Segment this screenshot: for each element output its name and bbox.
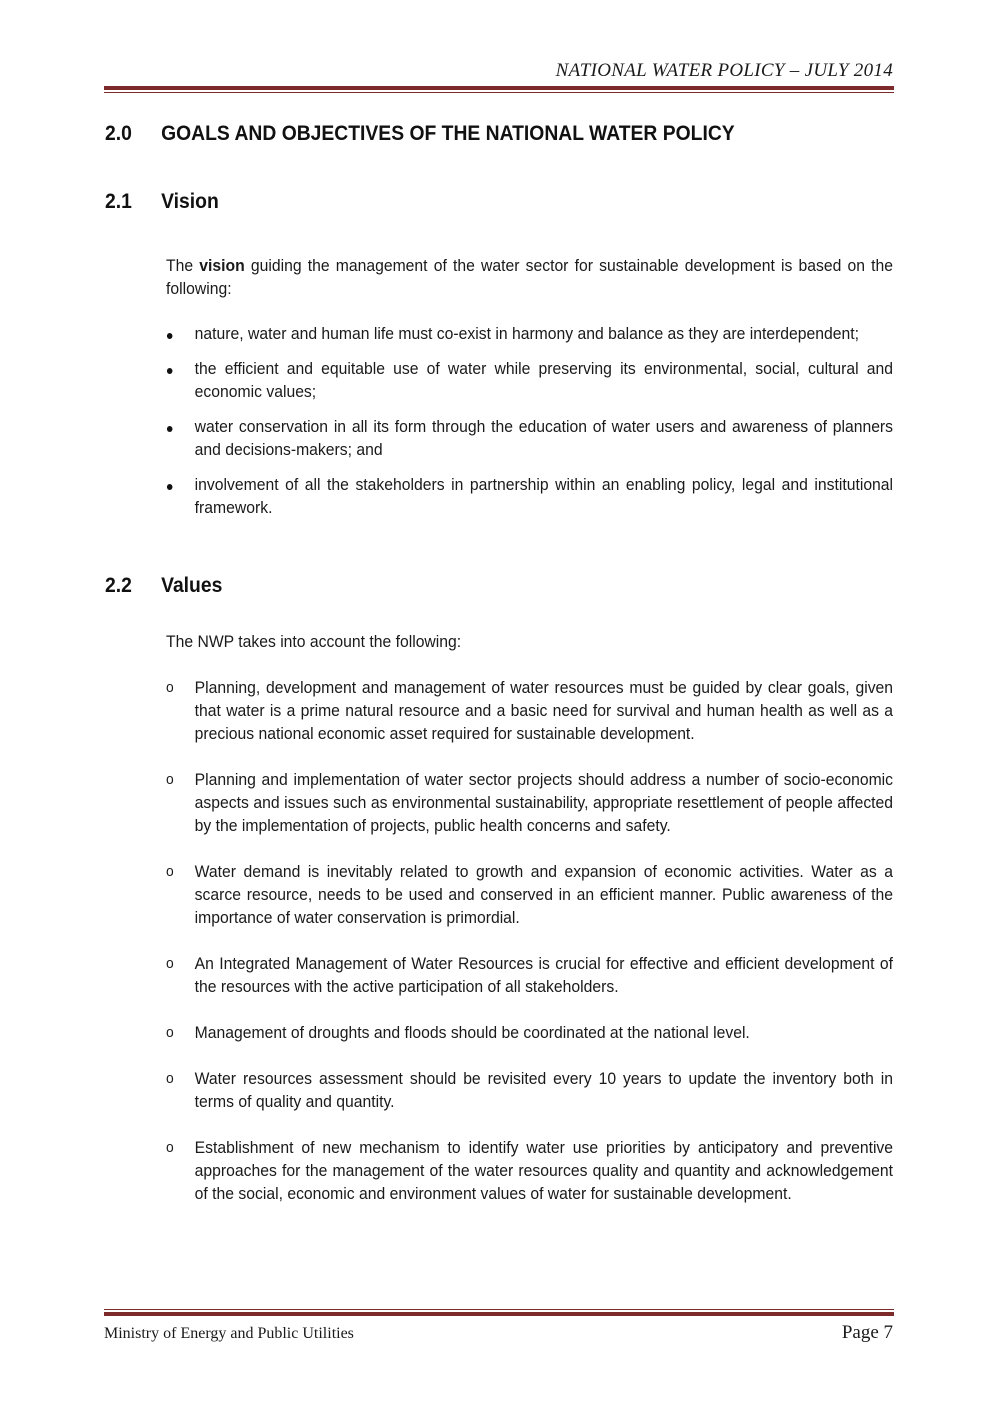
- bullet-icon: [166, 357, 185, 380]
- bullet-icon: [166, 473, 185, 496]
- running-header: NATIONAL WATER POLICY – JULY 2014: [555, 60, 893, 81]
- list-item: [166, 768, 893, 837]
- vision-bullet-text: nature, water and human life must co-exist in harmony and balance as they are interdependent;: [194, 324, 860, 343]
- values-item-text: Establishment of new mechanism to identify water use priorities by anticipatory and preventive approaches for the management of the water resources quality and quantity and acknowledgement of the social, economic and environment values of water for sustainable development.: [194, 1138, 894, 1203]
- footer-rule-thin: [104, 1309, 894, 1310]
- vision-bullet-text: involvement of all the stakeholders in partnership within an enabling policy, legal and institutional framework.: [194, 475, 894, 517]
- values-intro: The NWP takes into account the following:: [166, 632, 462, 651]
- values-heading: [105, 574, 222, 598]
- circle-bullet-icon: o: [166, 1024, 174, 1041]
- header-rule-thin: [104, 92, 894, 93]
- values-item-text: Water demand is inevitably related to growth and expansion of economic activities. Water as a scarce resource, needs to be used and conserved in an efficient manner. Public awareness of the importance of water conservation is primordial.: [194, 862, 894, 927]
- vision-bullet-text: water conservation in all its form through the education of water users and awareness of planners and decisions-makers; and: [194, 417, 894, 459]
- list-item: [166, 357, 893, 403]
- values-number: 2.2: [105, 574, 132, 597]
- values-item-text: Management of droughts and floods should be coordinated at the national level.: [194, 1023, 750, 1042]
- circle-bullet-icon: o: [166, 771, 174, 788]
- bullet-icon: [166, 322, 185, 345]
- list-item: [166, 1067, 893, 1113]
- circle-bullet-icon: o: [166, 679, 174, 696]
- circle-bullet-icon: o: [166, 955, 174, 972]
- vision-title: Vision: [161, 190, 219, 213]
- footer-rule-thick: [104, 1312, 894, 1316]
- list-item: [166, 415, 893, 461]
- vision-bullet-list: [166, 322, 893, 531]
- list-item: [166, 952, 893, 998]
- section-title: GOALS AND OBJECTIVES OF THE NATIONAL WATER POLICY: [161, 122, 735, 145]
- section-heading: [105, 122, 735, 146]
- values-title: Values: [161, 574, 223, 597]
- list-item: [166, 1021, 893, 1044]
- page-number: Page 7: [841, 1322, 893, 1343]
- vision-intro-bold: vision: [199, 256, 245, 275]
- circle-bullet-icon: o: [166, 1070, 174, 1087]
- values-item-text: An Integrated Management of Water Resources is crucial for effective and efficient development of the resources with the active participation of all stakeholders.: [194, 954, 894, 996]
- list-item: [166, 322, 893, 345]
- list-item: [166, 676, 893, 745]
- circle-bullet-icon: o: [166, 863, 174, 880]
- header-rule: [104, 86, 894, 93]
- vision-heading: [105, 190, 219, 214]
- values-list: [166, 676, 893, 1228]
- values-item-text: Planning, development and management of water resources must be guided by clear goals, given that water is a prime natural resource and a basic need for survival and human health as well as a precious national economic asset required for sustainable development.: [194, 678, 894, 743]
- vision-intro-before: The: [166, 256, 200, 275]
- list-item: [166, 1136, 893, 1205]
- values-item-text: Water resources assessment should be revisited every 10 years to update the inventory both in terms of quality and quantity.: [194, 1069, 894, 1111]
- vision-intro: [166, 254, 893, 300]
- header-rule-thick: [104, 86, 894, 90]
- circle-bullet-icon: o: [166, 1139, 174, 1156]
- vision-intro-after: guiding the management of the water sector for sustainable development is based on the following:: [166, 256, 894, 298]
- list-item: [166, 473, 893, 519]
- section-number: 2.0: [105, 122, 132, 145]
- list-item: [166, 860, 893, 929]
- footer-rule: [104, 1309, 894, 1316]
- values-item-text: Planning and implementation of water sector projects should address a number of socio-economic aspects and issues such as environmental sustainability, appropriate resettlement of people affected by the implementation of projects, public health concerns and safety.: [194, 770, 894, 835]
- vision-number: 2.1: [105, 190, 132, 213]
- bullet-icon: [166, 415, 185, 438]
- vision-bullet-text: the efficient and equitable use of water while preserving its environmental, social, cultural and economic values;: [194, 359, 894, 401]
- footer-organization: Ministry of Energy and Public Utilities: [104, 1325, 354, 1342]
